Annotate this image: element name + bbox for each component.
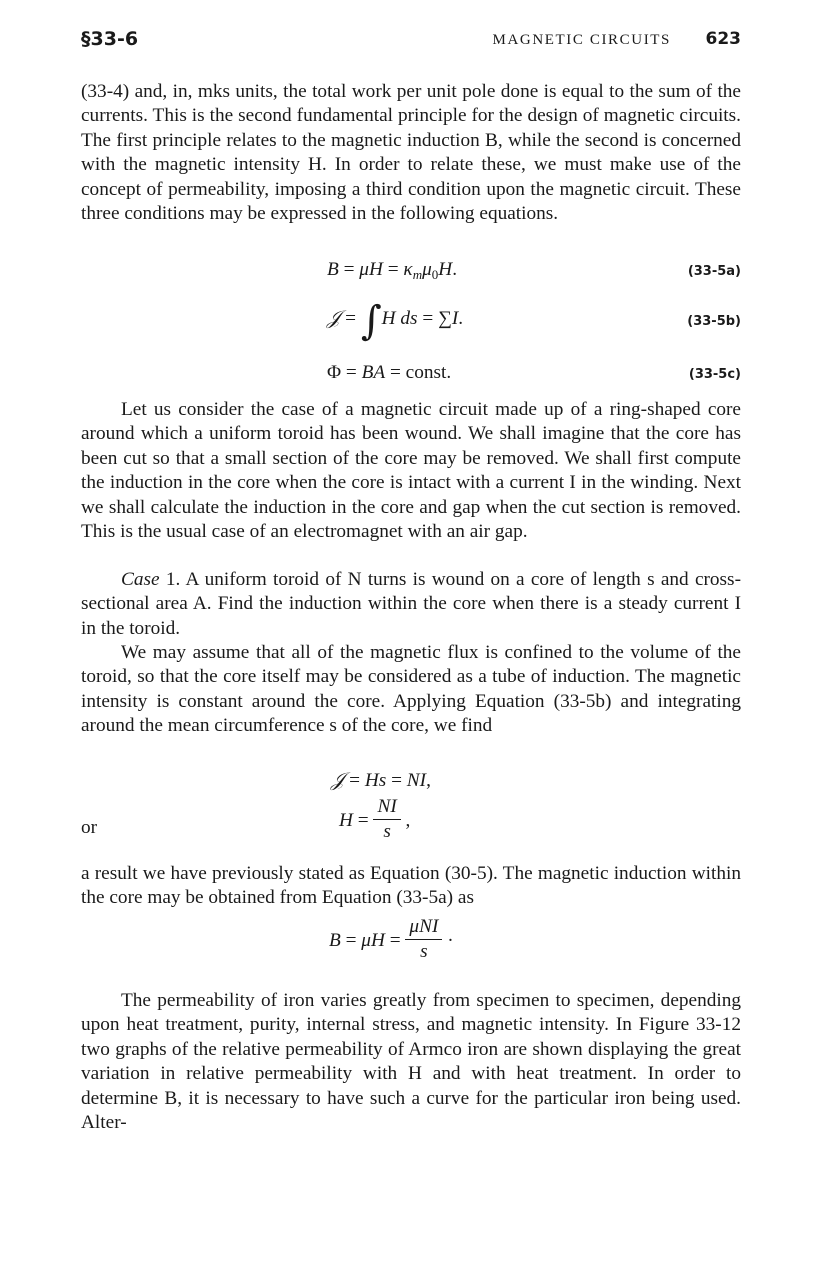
case-1-paragraph	[81, 568, 741, 641]
paragraph-4	[81, 862, 741, 911]
case-statement: A uniform toroid of N turns is wound on a core of length s and cross-sectional area A. Find the induction within the core when there is a steady current I in the toroid.	[81, 569, 741, 639]
equation-label-33-5c: (33-5c)	[688, 367, 741, 382]
section-number: §33-6	[81, 28, 139, 50]
page-header	[81, 28, 741, 58]
or-label: or	[81, 817, 98, 838]
paragraph-2-text: Let us consider the case of a magnetic circuit made up of a ring-shaped core around which a uniform toroid has been wound. We shall imagine that the core has been cut so that a small section of the core may be removed. We shall first compute the induction in the core when the core is intact with a current I in the winding. Next we shall calculate the induction in the core and gap when the cut section is removed. This is the usual case of an electromagnet with an air gap.	[81, 399, 741, 543]
paragraph-3-text: We may assume that all of the magnetic flux is confined to the volume of the toroid, so that the core itself may be considered as a tube of induction. The magnetic intensity is constant around the core. Applying Equation (33-5b) and integrating around the mean circumference s of the core, we find	[81, 642, 741, 737]
equation-label-33-5b: (33-5b)	[687, 314, 741, 329]
equation-label-33-5a: (33-5a)	[687, 264, 741, 279]
page-number: 623	[705, 29, 741, 49]
equation-mmf: 𝒥 = Hs = NI,	[331, 770, 431, 791]
equation-h-field: H = $\frac{NI}{s}$ ,	[339, 796, 411, 842]
paragraph-4-text: a result we have previously stated as Equation (30-5). The magnetic induction within the core may be obtained from Equation (33-5a) as	[81, 863, 741, 909]
paragraph-1	[81, 80, 741, 226]
case-label: Case	[121, 569, 160, 590]
paragraph-5-text: The permeability of iron varies greatly from specimen to specimen, depending upon heat treatment, purity, internal stress, and magnetic intensity. In Figure 33-12 two graphs of the relative permeability of Armco iron are shown displaying the great variation in relative permeability with H and with heat treatment. In order to determine B, it is necessary to have such a curve for the particular iron being used. Alter-	[81, 990, 741, 1134]
equation-induction: B = μH = $\frac{\text{μNI}}{s}$ ·	[329, 916, 454, 962]
equation-33-5a: $B = \mu H = \kappa_m\mu_0H$.	[327, 259, 458, 282]
equation-33-5b: 𝒥 = ∫H ds = ∑I.	[327, 298, 464, 344]
running-title: MAGNETIC CIRCUITS	[492, 32, 671, 48]
paragraph-2	[81, 398, 741, 544]
paragraph-5	[81, 989, 741, 1135]
case-1-text	[81, 568, 741, 641]
paragraph-1-text: (33-4) and, in, mks units, the total work per unit pole done is equal to the sum of the currents. This is the second fundamental principle for the design of magnetic circuits. The first principle relates to the magnetic induction B, while the second is concerned with the magnetic intensity H. In order to relate these, we must make use of the concept of permeability, imposing a third condition upon the magnetic circuit. These three conditions may be expressed in the following equations.	[81, 81, 741, 225]
paragraph-3	[81, 641, 741, 739]
equation-33-5c: Φ = BA = const.	[327, 362, 452, 383]
case-number: 1.	[165, 569, 181, 590]
